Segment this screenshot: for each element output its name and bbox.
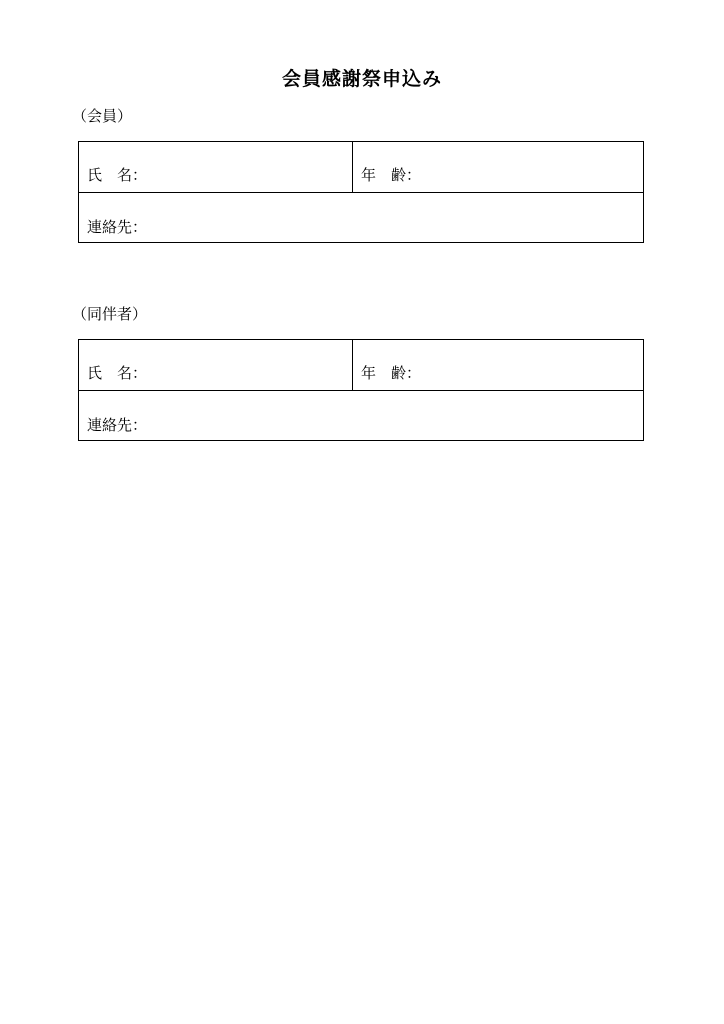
member-form-table [78, 141, 644, 243]
member-contact-row [79, 193, 643, 242]
document-title: 会員感謝祭申込み [281, 68, 442, 90]
companion-form-table [78, 339, 644, 441]
member-cell-divider [352, 142, 353, 192]
companion-name-age-row [79, 340, 643, 391]
section-label-member: （会員） [72, 107, 133, 125]
companion-contact-field[interactable]: 連絡先： [87, 416, 148, 434]
member-name-field[interactable]: 氏 名： [87, 166, 148, 184]
member-name-age-row [79, 142, 643, 193]
member-contact-field[interactable]: 連絡先： [87, 218, 148, 236]
companion-contact-row [79, 391, 643, 440]
companion-cell-divider [352, 340, 353, 390]
companion-age-field[interactable]: 年 齢： [361, 364, 422, 382]
section-label-companion: （同伴者） [72, 305, 148, 323]
member-age-field[interactable]: 年 齢： [361, 166, 422, 184]
companion-name-field[interactable]: 氏 名： [87, 364, 148, 382]
